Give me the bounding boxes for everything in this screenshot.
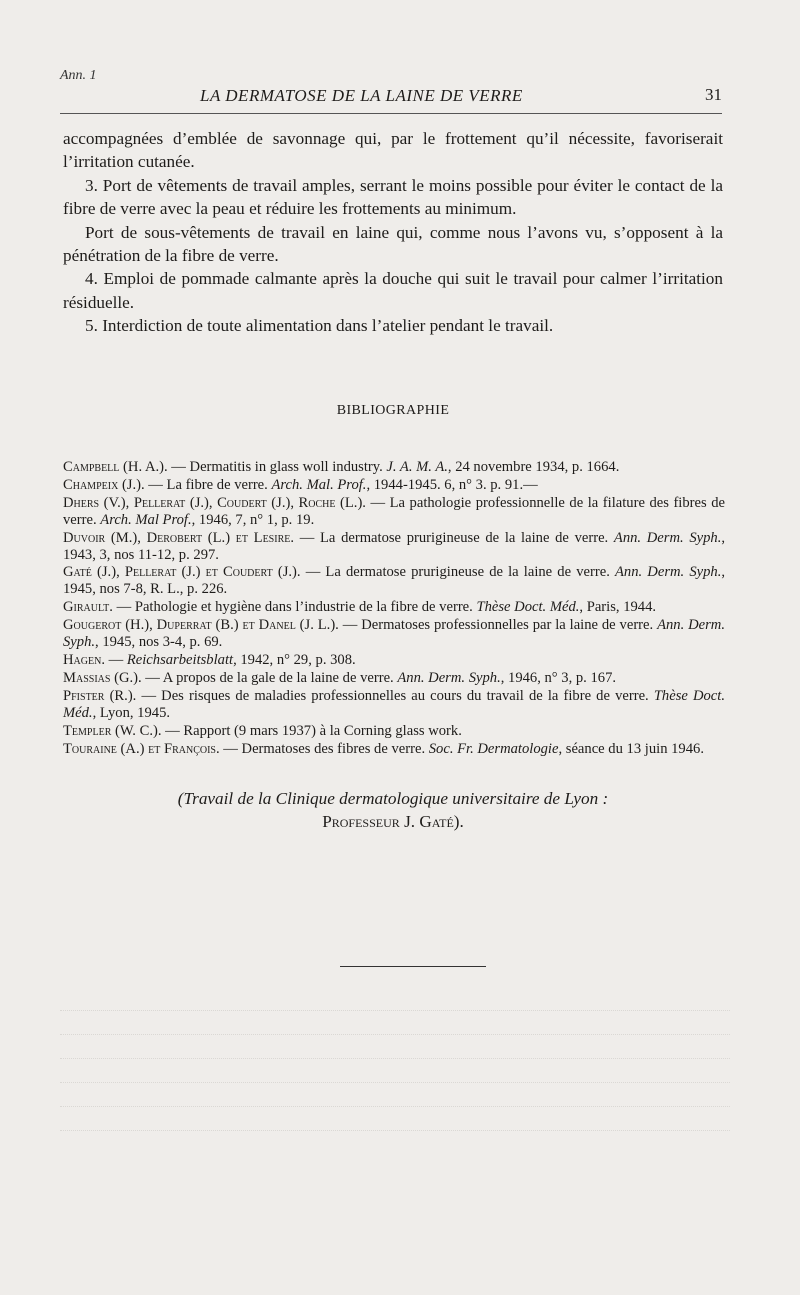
bibliography-entry: Gougerot (H.), Duperrat (B.) et Danel (J. L.). — Dermatoses professionnelles par la laine de verre. Ann. Derm. Syph., 1945, nos 3-4, p. 69.: [63, 617, 725, 651]
bibliography-entry: Campbell (H. A.). — Dermatitis in glass woll industry. J. A. M. A., 24 novembre 1934, p. 1664.: [63, 459, 620, 475]
body-paragraph: 3. Port de vêtements de travail amples, serrant le moins possible pour éviter le contact de la fibre de verre avec la peau et réduire les frottements au minimum.: [63, 175, 723, 219]
bibliography-entry: Touraine (A.) et François. — Dermatoses des fibres de verre. Soc. Fr. Dermatologie, séance du 13 juin 1946.: [63, 740, 704, 757]
credit-line: Professeur J. Gaté).: [322, 812, 464, 831]
bleed-through-line: [60, 1010, 730, 1012]
bibliography-entry: Champeix (J.). — La fibre de verre. Arch. Mal. Prof., 1944-1945. 6, n° 3. p. 91.—: [63, 476, 538, 493]
closing-rule: [340, 966, 486, 967]
bleed-through-line: [60, 1034, 730, 1036]
bleed-through-line: [60, 1106, 730, 1108]
body-paragraph: 5. Interdiction de toute alimentation dans l’atelier pendant le travail.: [85, 316, 554, 336]
bleed-through-line: [60, 1058, 730, 1060]
bibliography-entry: Hagen. — Reichsarbeitsblatt, 1942, n° 29, p. 308.: [63, 651, 356, 668]
corner-annotation: Ann. 1: [60, 68, 97, 83]
bibliography-entry: Duvoir (M.), Derobert (L.) et Lesire. — La dermatose prurigineuse de la laine de verre. Ann. Derm. Syph., 1943, 3, nos 11-12, p. 297.: [63, 529, 726, 563]
work-credit: [63, 787, 723, 833]
bleed-through-line: [60, 1082, 730, 1084]
body-paragraph: 4. Emploi de pommade calmante après la douche qui suit le travail pour calmer l’irritation résiduelle.: [63, 269, 723, 312]
running-header: [60, 84, 722, 110]
section-heading: BIBLIOGRAPHIE: [336, 403, 450, 418]
body-paragraph: accompagnées d’emblée de savonnage qui, par le frottement qu’il nécessite, favoriserait l’irritation cutanée.: [63, 129, 723, 172]
bleed-through-line: [60, 1130, 730, 1132]
bibliography-entry: Pfister (R.). — Des risques de maladies professionnelles au cours du travail de la fibre de verre. Thèse Doct. Méd., Lyon, 1945.: [63, 687, 725, 721]
header-rule: [60, 113, 722, 114]
body-text: [63, 127, 723, 338]
bibliography-entry: Gaté (J.), Pellerat (J.) et Coudert (J.). — La dermatose prurigineuse de la laine de verre. Ann. Derm. Syph., 1945, nos 7-8, R. L., p. 226.: [63, 564, 726, 598]
bibliography-list: [63, 459, 725, 758]
running-title: LA DERMATOSE DE LA LAINE DE VERRE: [200, 86, 523, 105]
bibliography-entry: Girault. — Pathologie et hygiène dans l’industrie de la fibre de verre. Thèse Doct. Méd., Paris, 1944.: [63, 599, 657, 616]
body-paragraph: Port de sous-vêtements de travail en laine qui, comme nous l’avons vu, s’opposent à la pénétration de la fibre de verre.: [63, 222, 723, 266]
credit-line: (Travail de la Clinique dermatologique universitaire de Lyon :: [177, 789, 609, 808]
bibliography-entry: Templer (W. C.). — Rapport (9 mars 1937) à la Corning glass work.: [63, 722, 462, 739]
bibliography-entry: Massias (G.). — A propos de la gale de la laine de verre. Ann. Derm. Syph., 1946, n° 3, p. 167.: [63, 669, 617, 686]
bibliography-entry: Dhers (V.), Pellerat (J.), Coudert (J.), Roche (L.). — La pathologie professionnelle de la filature des fibres de verre. Arch. Mal Prof., 1946, 7, n° 1, p. 19.: [63, 494, 725, 528]
page-number: 31: [705, 85, 722, 104]
